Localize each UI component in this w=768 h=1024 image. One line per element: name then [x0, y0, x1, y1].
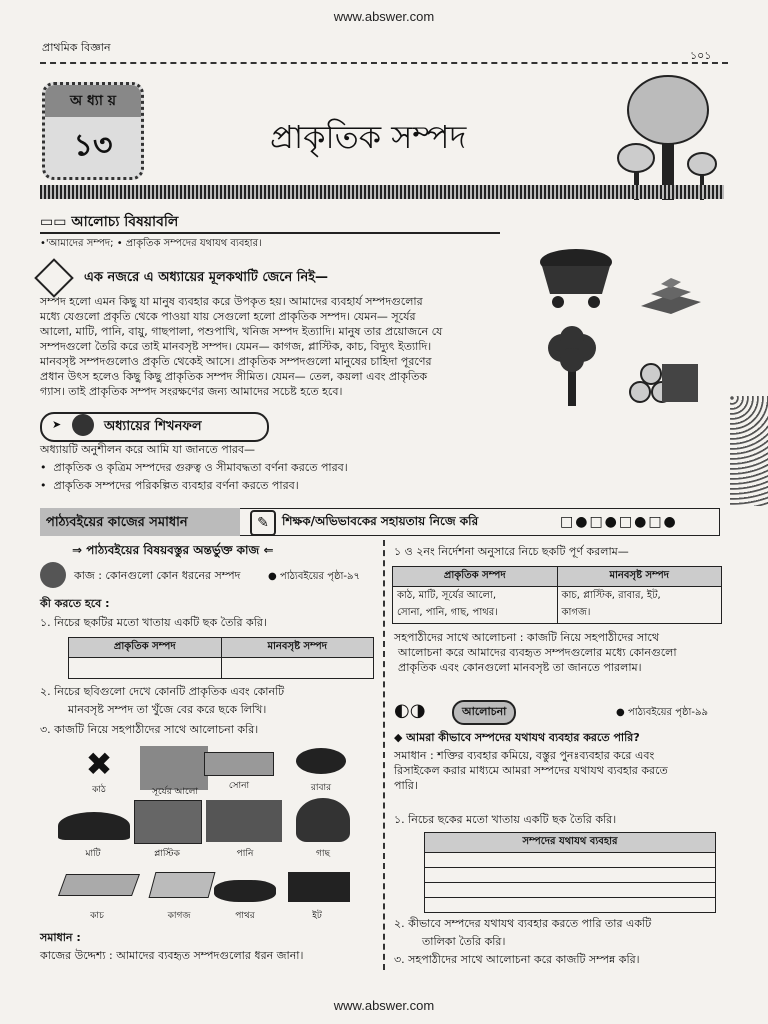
- halftone-decoration: [730, 396, 768, 506]
- pic-label: কাগজ: [167, 911, 191, 921]
- alochona-label: আলোচনা: [452, 700, 516, 725]
- arrow-icon: ➤: [52, 418, 62, 431]
- pic-label: কাচ: [90, 911, 104, 921]
- alochona-page: ● পাঠ্যবইয়ের পৃষ্ঠা-৯৯: [616, 707, 708, 718]
- step-2a: ২. নিচের ছবিগুলো দেখে কোনটি প্রাকৃতিক এবং কোনটি: [40, 685, 285, 698]
- pic-label: ইট: [312, 911, 322, 921]
- task-page: ● পাঠ্যবইয়ের পৃষ্ঠা-৯৭: [268, 571, 360, 582]
- todo-heading: কী করতে হবে :: [40, 597, 110, 610]
- gold-bars-icon: [636, 266, 706, 316]
- answer-table: প্রাকৃতিক সম্পদ মানবসৃষ্ট সম্পদ কাঠ, মাটি, সূর্যের আলো, সোনা, পানি, গাছ, পাথর। কাচ, প্লাস্টিক, রাবার, ইট, কাগজ।: [392, 566, 722, 624]
- banner-left: পাঠ্যবইয়ের কাজের সমাধান: [46, 515, 188, 530]
- coal-cart-icon: [536, 246, 616, 310]
- book-icon: ▭▭: [40, 214, 72, 230]
- summary-text: সম্পদ হলো এমন কিছু যা মানুষ ব্যবহার করে উপকৃত হয়। আমাদের ব্যবহার্য সম্পদগুলোর মধ্যে যেগুলো প্রকৃতি থেকে পাওয়া যায় সেগুলো হলো প্রাকৃতিক সম্পদ। যেমন— সূর্যের আলো, মাটি, পানি, বায়ু, গাছপালা, পশুপাখি, খনিজ সম্পদ ইত্যাদি। মানুষ তার প্রয়োজনে যে সম্পদগুলো তৈরি করে তাই মানবসৃষ্ট সম্পদ। যেমন— কাগজ, প্লাস্টিক, কাচ, বিদ্যুৎ ইত্যাদি। মানবসৃষ্ট সম্পদগুলোও প্রকৃতি থেকেই আসে। প্রাকৃতিক সম্পদগুলো মানুষের চাহিদা পূরণের প্রধান উৎস হলেও কিছু কিছু প্রাকৃতিক সম্পদ সীমিত। যেমন— তেল, কয়লা এবং প্রাকৃতিক গ্যাস। তাই প্রাকৃতিক সম্পদ সংরক্ষণের জন্য আমাদের সচেষ্ট হতে হবে।: [40, 295, 443, 398]
- purpose-text: কাজের উদ্দেশ্য : আমাদের ব্যবহৃত সম্পদগুলোর ধরন জানা।: [40, 949, 304, 962]
- column-divider: [383, 540, 385, 970]
- step-3: ৩. কাজটি নিয়ে সহপাঠীদের সাথে আলোচনা করি।: [40, 723, 259, 736]
- page-number: ১০১: [690, 49, 712, 62]
- watermark-top: www.abswer.com: [333, 9, 435, 24]
- usage-table: সম্পদের যথাযথ ব্যবহার: [424, 832, 716, 913]
- empty-table: প্রাকৃতিক সম্পদ মানবসৃষ্ট সম্পদ: [68, 637, 374, 679]
- chapter-label: অ ধ্যা য়: [45, 85, 141, 117]
- chapter-title: প্রাকৃতিক সম্পদ: [270, 118, 467, 156]
- right-step-2a: ২. কীভাবে সম্পদের যথাযথ ব্যবহার করতে পারি তার একটি: [394, 917, 652, 930]
- watermark-bottom: www.abswer.com: [333, 998, 435, 1013]
- outcomes-heading: অধ্যায়ের শিখনফল: [104, 419, 202, 434]
- grass-divider: [40, 185, 724, 199]
- right-intro: ১ ও ২নং নির্দেশনা অনুসারে নিচে ছকটি পূর্ণ করলাম—: [394, 545, 629, 558]
- discussion-text: সহপাঠীদের সাথে আলোচনা : কাজটি নিয়ে সহপাঠীদের সাথে আলোচনা করে আমাদের ব্যবহৃত সম্পদগুলোর মধ্যে কোনগুলো প্রাকৃতিক এবং কোনগুলো মানবসৃষ্ট তা জানতে পারলাম।: [394, 631, 677, 674]
- topics-rule: [40, 232, 500, 234]
- pic-label: সোনা: [228, 781, 250, 791]
- wood-cross-icon: ✖: [85, 745, 113, 783]
- pic-label: সূর্যের আলো: [152, 787, 198, 797]
- paper-image: [149, 872, 216, 898]
- header-rule: [40, 62, 728, 64]
- left-subheading: ⇒ পাঠ্যবইয়ের বিষয়বস্তুর অন্তর্ভুক্ত কাজ ⇐: [72, 543, 274, 557]
- tree-image: [296, 798, 350, 842]
- pic-label: গাছ: [316, 849, 330, 859]
- pic-label: মাটি: [85, 849, 101, 859]
- right-step-1: ১. নিচের ছকের মতো খাতায় একটি ছক তৈরি করি।: [394, 813, 617, 826]
- glass-image: [58, 874, 140, 896]
- pic-label: কাঠ: [92, 785, 106, 795]
- pic-label: পাথর: [235, 911, 255, 921]
- gold-image: [204, 752, 274, 776]
- solution-label: সমাধান :: [40, 931, 81, 944]
- book-title: প্রাথমিক বিজ্ঞান: [42, 41, 111, 54]
- question-text: ◆ আমরা কীভাবে সম্পদের যথাযথ ব্যবহার করতে পারি?: [394, 731, 640, 744]
- soil-image: [58, 812, 130, 840]
- book-circle-icon: [72, 414, 94, 436]
- rubber-image: [296, 748, 346, 774]
- summary-heading: এক নজরে এ অধ্যায়ের মূলকথাটি জেনে নিই—: [84, 270, 329, 285]
- banner-right: শিক্ষক/অভিভাবকের সহায়তায় নিজে করি: [282, 514, 479, 528]
- pencil-icon: ✎: [250, 510, 276, 536]
- bulb-icon: [40, 562, 66, 588]
- water-image: [206, 800, 282, 842]
- chapter-badge: [42, 82, 144, 180]
- speech-icon: ◐◑: [394, 700, 426, 721]
- outcomes-intro: অধ্যায়টি অনুশীলন করে আমি যা জানতে পারব—: [40, 443, 256, 456]
- topics-heading: ▭▭ আলোচ্য বিষয়াবলি: [40, 214, 179, 230]
- outcome-item: • প্রাকৃতিক সম্পদের পরিকল্পিত ব্যবহার বর্ণনা করতে পারব।: [40, 479, 299, 492]
- pic-label: রাবার: [310, 783, 332, 793]
- outcome-item: • প্রাকৃতিক ও কৃত্রিম সম্পদের গুরুত্ব ও সীমাবদ্ধতা বর্ণনা করতে পারব।: [40, 461, 348, 474]
- brick-image: [288, 872, 350, 902]
- topics-text: •'আমাদের সম্পদ; • প্রাকৃতিক সম্পদের যথাযথ ব্যবহার।: [40, 238, 262, 249]
- tree-icon: [542, 326, 602, 406]
- trees-illustration: [612, 70, 722, 200]
- diamond-icon: [34, 258, 74, 298]
- globe-icons: □●□●□●□●: [560, 514, 678, 530]
- task-title: কাজ : কোনগুলো কোন ধরনের সম্পদ: [74, 569, 241, 582]
- step-2b: মানবসৃষ্ট সম্পদ তা খুঁজে বের করে ছকে লিখি।: [68, 703, 267, 716]
- pic-label: পানি: [236, 849, 254, 859]
- stone-image: [214, 880, 276, 902]
- right-step-3: ৩. সহপাঠীদের সাথে আলোচনা করে কাজটি সম্পন্ন করি।: [394, 953, 640, 966]
- pic-label: প্লাস্টিক: [154, 849, 180, 859]
- right-step-2b: তালিকা তৈরি করি।: [422, 935, 506, 948]
- plastic-bin-image: [134, 800, 202, 844]
- logs-icon: [622, 354, 702, 406]
- answer-text: সমাধান : শক্তির ব্যবহার কমিয়ে, বস্তুর পুনঃব্যবহার করে এবং রিসাইকেল করার মাধ্যমে আমরা সম্পদের যথাযথ ব্যবহার করতে পারি।: [394, 749, 668, 792]
- step-1: ১. নিচের ছকটির মতো খাতায় একটি ছক তৈরি করি।: [40, 616, 267, 629]
- chapter-number: ১৩: [73, 128, 113, 163]
